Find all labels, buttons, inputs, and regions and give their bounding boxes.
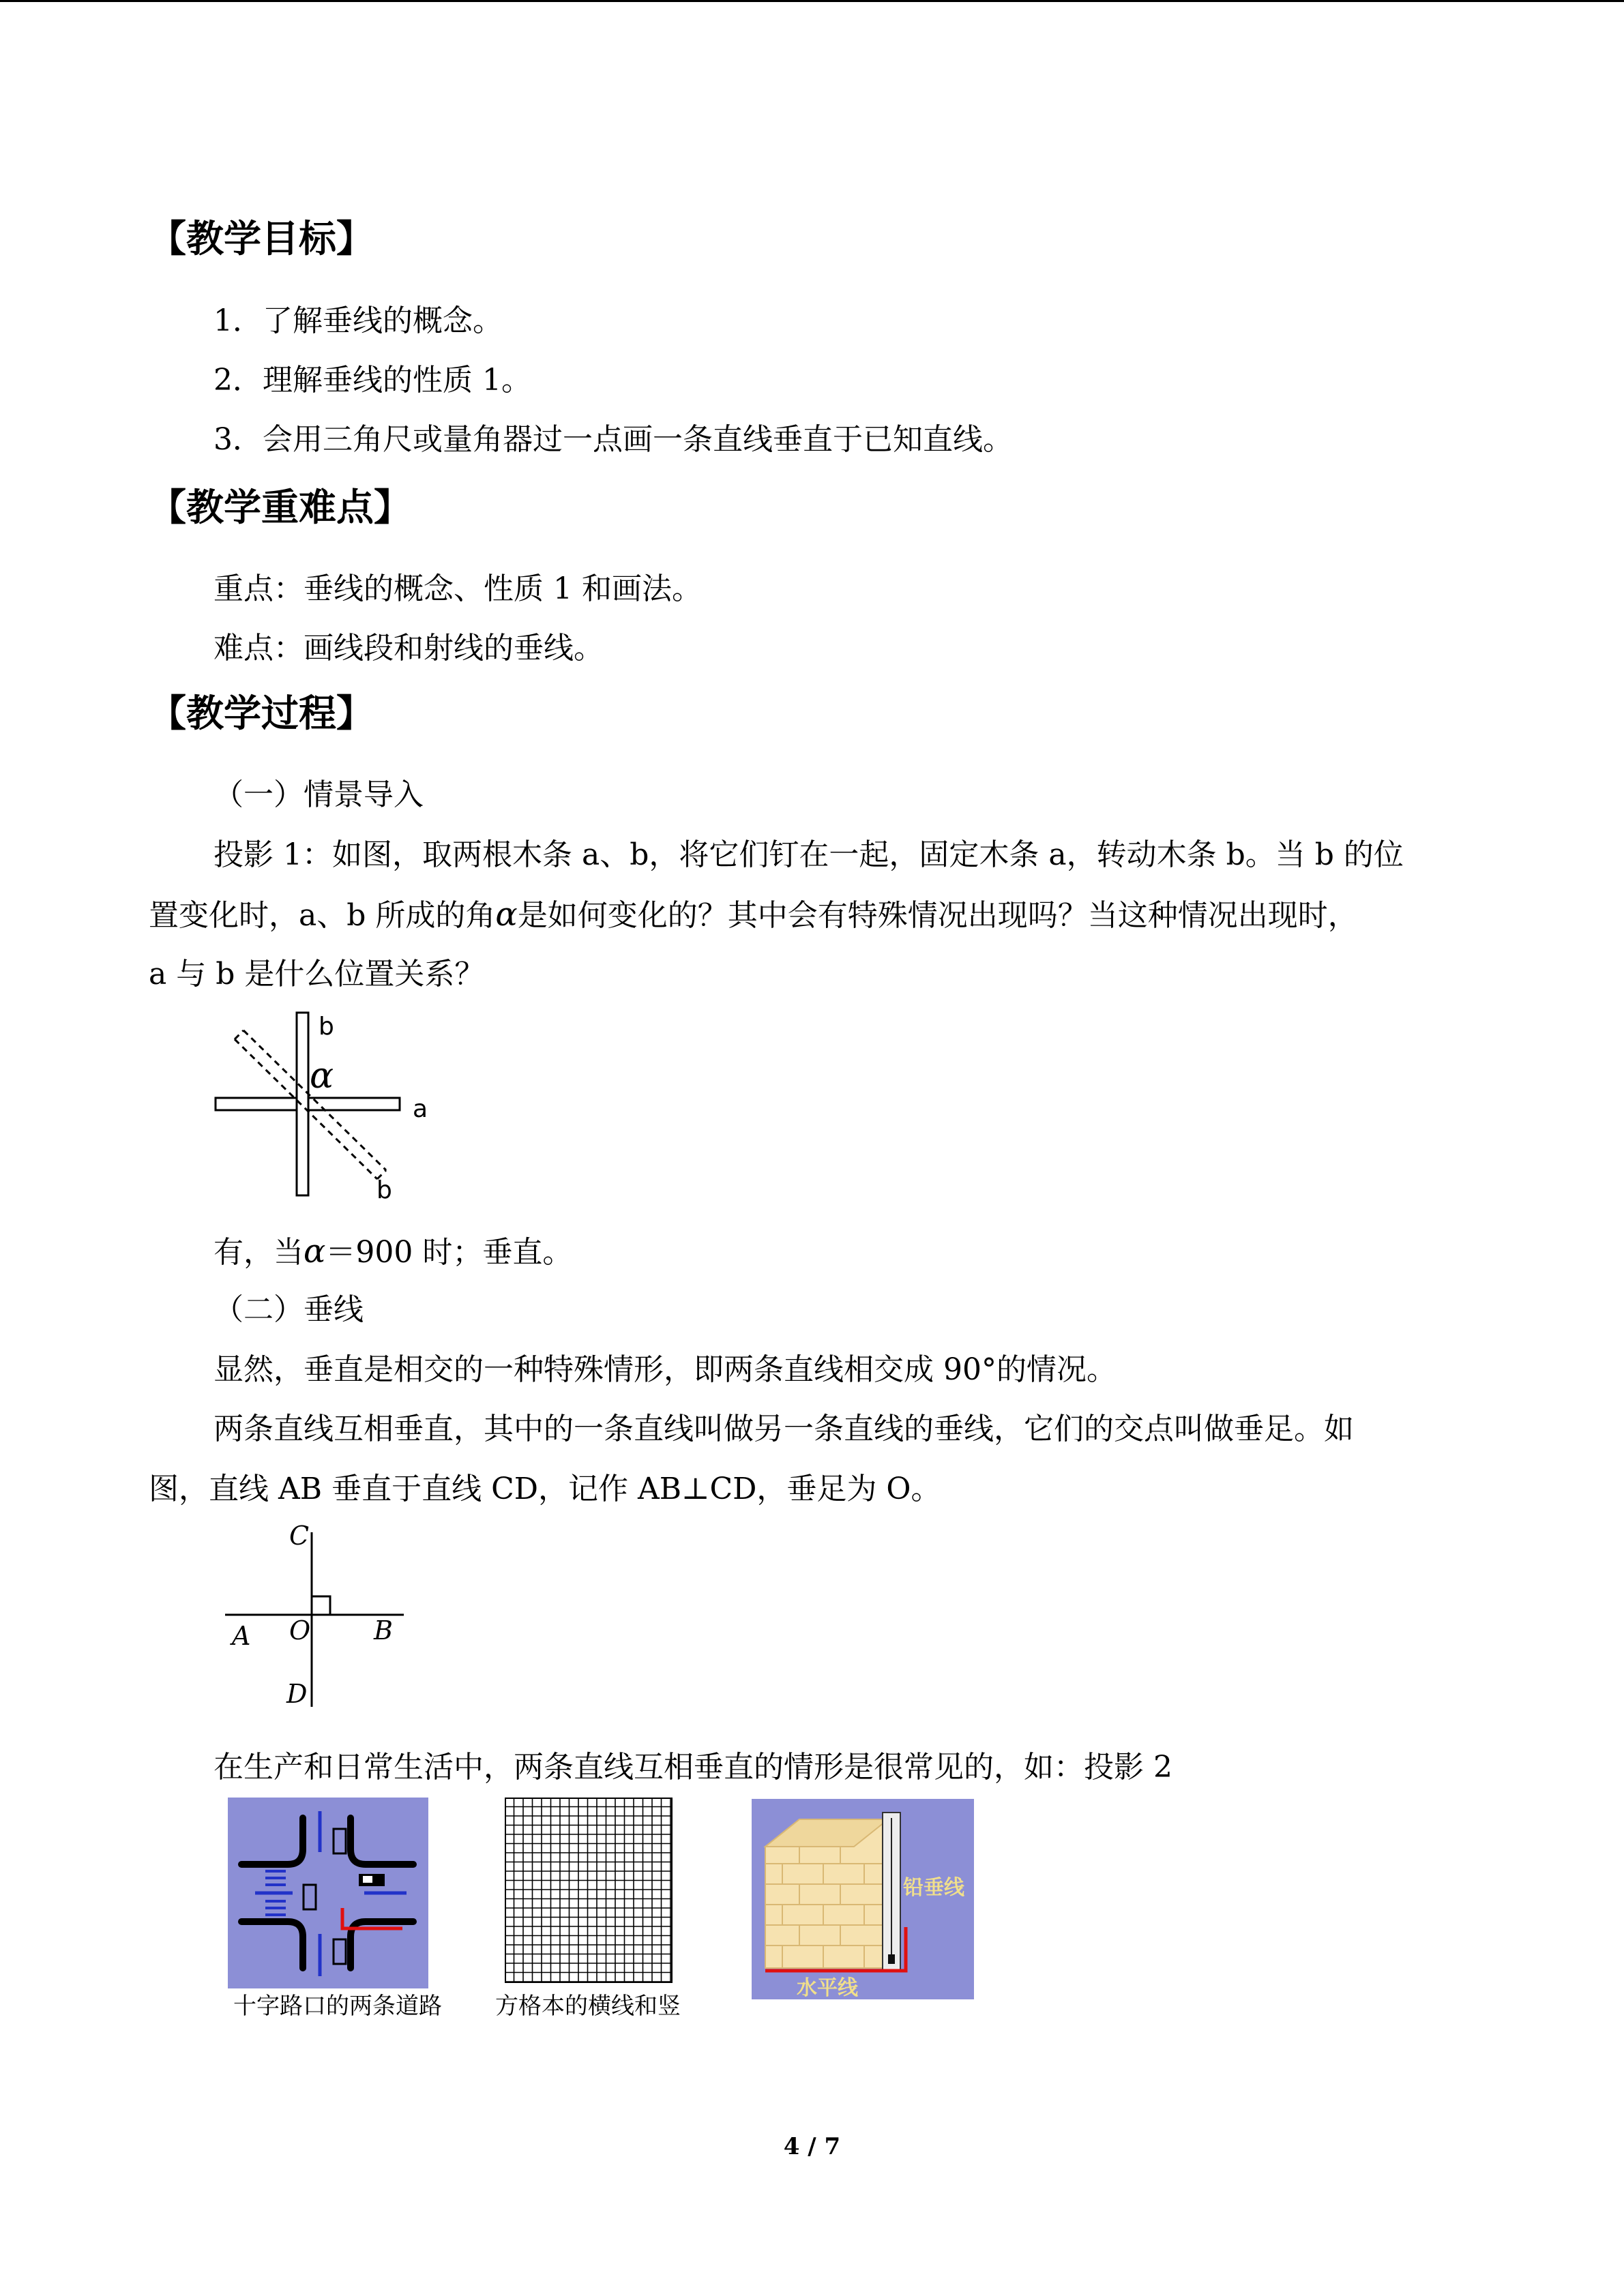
definition-line2: 图，直线 AB 垂直于直线 CD，记作 AB⊥CD，垂足为 O。	[149, 1472, 941, 1506]
goal-item-1: 1．了解垂线的概念。	[213, 303, 503, 338]
stick-b	[297, 1013, 308, 1195]
section-perpendicular-title: （二）垂线	[213, 1292, 364, 1327]
answer-end: ＝900 时；垂直。	[325, 1235, 573, 1270]
alpha-symbol: α	[495, 895, 518, 934]
label-a: A	[232, 1621, 251, 1651]
goal-item-2: 2．理解垂线的性质 1。	[213, 363, 531, 398]
projection1-line1: 投影 1：如图，取两根木条 a、b，将它们钉在一起，固定木条 a，转动木条 b。当 b 的位	[213, 837, 1404, 872]
label-d: D	[286, 1679, 308, 1709]
section-intro-title: （一）情景导入	[213, 777, 424, 812]
perpendicular-lines-figure	[218, 1524, 423, 1715]
perpendicular-sentence: 显然，垂直是相交的一种特殊情形，即两条直线相交成 90°的情况。	[213, 1352, 1117, 1387]
label-b: B	[374, 1615, 393, 1645]
label-plumb-line: 铅垂线	[903, 1876, 964, 1900]
rotating-sticks-figure	[205, 1006, 450, 1204]
projection1-line2-end: 是如何变化的？其中会有特殊情况出现吗？当这种情况出现时，	[517, 898, 1358, 933]
fig1-label-b-bottom: b	[377, 1176, 392, 1204]
label-c: C	[289, 1524, 310, 1551]
daily-life-sentence: 在生产和日常生活中，两条直线互相垂直的情形是很常见的，如：投影 2	[213, 1750, 1172, 1785]
projection1-line2-start: 置变化时，a、b 所成的角	[149, 898, 496, 933]
caption-grid-notebook: 方格本的横线和竖	[495, 1993, 681, 2020]
plumb-line-wall-image	[752, 1799, 974, 1999]
difficult-point-text: 难点：画线段和射线的垂线。	[213, 631, 604, 666]
label-o: O	[289, 1615, 311, 1645]
crossroads-image	[228, 1798, 428, 1988]
page-top-border	[0, 0, 1624, 2]
heading-key-points: 【教学重难点】	[149, 486, 412, 529]
key-point-text: 重点：垂线的概念、性质 1 和画法。	[213, 571, 702, 606]
projection1-line3: a 与 b 是什么位置关系？	[149, 957, 485, 992]
answer-alpha-symbol: α	[304, 1232, 326, 1270]
grid-notebook-image	[505, 1798, 673, 1983]
heading-teaching-goals: 【教学目标】	[149, 217, 374, 260]
projection1-line2	[149, 895, 1358, 935]
heading-teaching-process: 【教学过程】	[149, 691, 374, 735]
goal-item-3: 3．会用三角尺或量角器过一点画一条直线垂直于已知直线。	[213, 422, 1013, 457]
caption-crossroads: 十字路口的两条道路	[233, 1993, 442, 2020]
definition-line1: 两条直线互相垂直，其中的一条直线叫做另一条直线的垂线，它们的交点叫做垂足。如	[213, 1412, 1354, 1446]
fig1-label-b-top: b	[319, 1013, 334, 1041]
answer-start: 有，当	[213, 1235, 304, 1270]
fig1-label-alpha: α	[310, 1056, 334, 1097]
right-angle-mark	[312, 1596, 330, 1615]
answer-line	[213, 1232, 572, 1272]
fig1-label-a: a	[413, 1095, 428, 1123]
page-number: 4 / 7	[783, 2133, 841, 2160]
label-horizontal-line: 水平线	[797, 1976, 858, 1999]
